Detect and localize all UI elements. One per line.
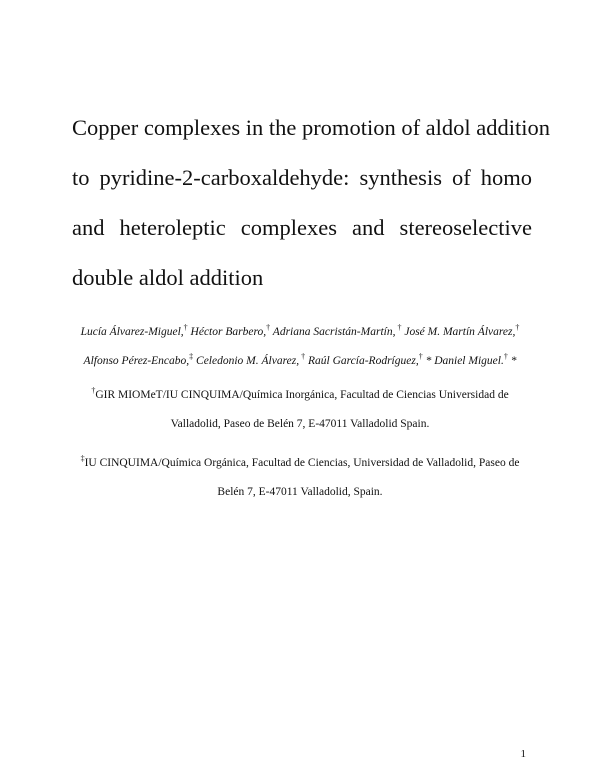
author-line-2 xyxy=(60,347,540,376)
affiliation-text: GIR MIOMeT/IU CINQUIMA/Química Inorgánica, Facultad de Ciencias Universidad de xyxy=(95,389,509,401)
author-name: Lucía Álvarez-Miguel, xyxy=(80,326,184,338)
author-name: Alfonso Pérez-Encabo, xyxy=(83,355,190,367)
affiliation-mark: ‡ xyxy=(80,454,85,464)
author-name: Raúl García-Rodríguez, xyxy=(307,355,419,367)
page-number: 1 xyxy=(520,748,526,760)
affiliation-2 xyxy=(60,449,540,507)
title-line-2: to pyridine-2-carboxaldehyde: synthesis of homo xyxy=(72,165,532,190)
affiliation-mark: † xyxy=(183,323,188,333)
author-name: José M. Martín Álvarez, xyxy=(404,326,516,338)
affiliation-2-line-1 xyxy=(60,449,540,478)
affiliation-mark: ‡ xyxy=(189,352,194,362)
title-line-4: double aldol addition xyxy=(72,265,264,290)
author-name: * Daniel Miguel. xyxy=(425,355,504,367)
affiliation-2-line-2: Belén 7, E-47011 Valladolid, Spain. xyxy=(217,486,383,498)
author-line-1 xyxy=(60,318,540,347)
title-line-3: and heteroleptic complexes and stereoselective xyxy=(72,215,532,240)
affiliation-1-line-2: Valladolid, Paseo de Belén 7, E-47011 Valladolid Spain. xyxy=(170,418,430,430)
author-list xyxy=(60,318,540,376)
affiliation-1-line-1 xyxy=(60,381,540,410)
affiliation-text: IU CINQUIMA/Química Orgánica, Facultad de Ciencias, Universidad de Valladolid, Paseo de xyxy=(84,457,520,469)
affiliation-mark: † xyxy=(266,323,271,333)
affiliation-mark: † xyxy=(503,352,508,362)
title-line-1: Copper complexes in the promotion of aldol addition xyxy=(72,115,551,140)
author-name: Adriana Sacristán-Martín, xyxy=(272,326,396,338)
affiliation-mark: † xyxy=(418,352,423,362)
paper-title xyxy=(72,103,551,303)
author-name: Celedonio M. Álvarez, xyxy=(196,355,300,367)
affiliation-mark: † xyxy=(299,352,306,362)
affiliation-mark: † xyxy=(515,323,520,333)
affiliation-1 xyxy=(60,381,540,439)
author-name: Héctor Barbero, xyxy=(190,326,267,338)
affiliation-mark: † xyxy=(91,386,96,396)
affiliation-mark: † xyxy=(395,323,402,333)
corresponding-mark: * xyxy=(510,355,517,367)
